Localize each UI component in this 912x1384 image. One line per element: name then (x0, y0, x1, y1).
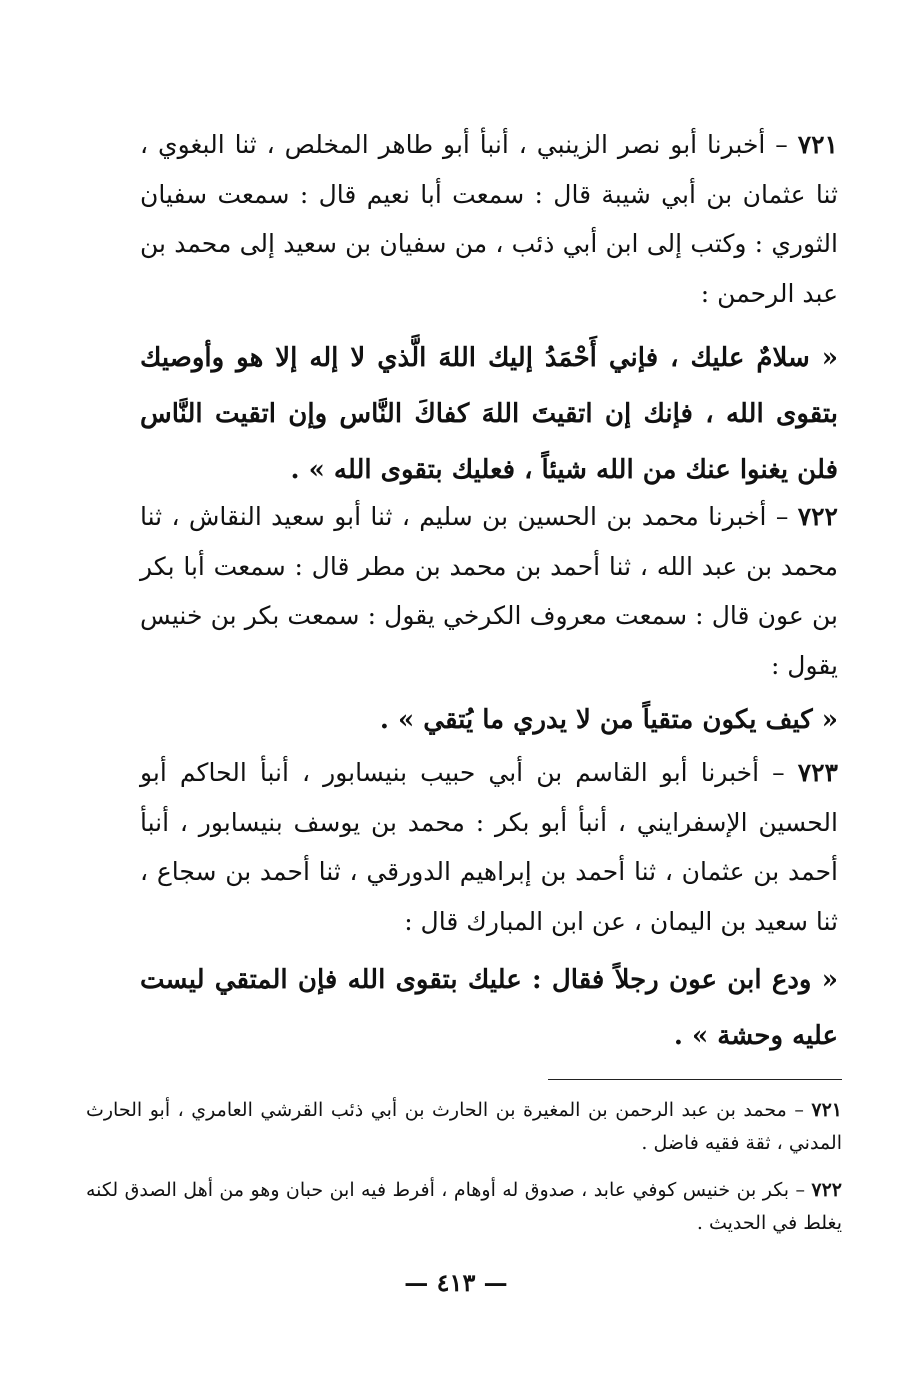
footnote-number: ٧٢٢ (811, 1179, 842, 1201)
entry-number: ٧٢١ (797, 130, 838, 159)
footnote-number: ٧٢١ (811, 1099, 842, 1121)
entry-722-quote: « كيف يكون متقياً من لا يدري ما يُتقي » . (379, 705, 838, 735)
footnote-divider (548, 1079, 842, 1080)
entry-text: – أخبرنا محمد بن الحسين بن سليم ، ثنا أبو سعيد النقاش ، ثنا محمد بن عبد الله ، ثنا أحمد بن محمد بن مطر قال : سمعت أبا بكر بن عون قال : سمعت معروف الكرخي يقول : سمعت بكر بن خنيس يقول : (140, 502, 838, 680)
entry-text: – أخبرنا أبو نصر الزينبي ، أنبأ أبو طاهر المخلص ، ثنا البغوي ، ثنا عثمان بن أبي شيبة قال : سمعت أبا نعيم قال : سمعت سفيان الثوري : وكتب إلى ابن أبي ذئب ، من سفيان بن سعيد إلى محمد بن عبد الرحمن : (140, 130, 838, 308)
footnote-text: – بكر بن خنيس كوفي عابد ، صدوق له أوهام ، أفرط فيه ابن حبان وهو من أهل الصدق لكنه يغلط في الحديث . (86, 1179, 842, 1234)
footnote-721 (86, 1094, 842, 1160)
entry-721 (140, 120, 838, 318)
entry-721-quote: « سلامٌ عليك ، فإني أَحْمَدُ إليك اللهَ الَّذي لا إله إلا هو وأوصيك بتقوى الله ، فإنك إن اتقيتَ اللهَ كفاكَ النَّاس وإن اتقيت النَّاس فلن يغنوا عنك من الله شيئاً ، فعليك بتقوى الله » . (140, 343, 838, 485)
footnote-text: – محمد بن عبد الرحمن بن المغيرة بن الحارث بن أبي ذئب القرشي العامري ، أبو الحارث المدني ، ثقة فقيه فاضل . (86, 1099, 842, 1154)
entry-722 (140, 492, 838, 690)
entry-number: ٧٢٣ (797, 758, 838, 787)
entry-text: – أخبرنا أبو القاسم بن أبي حبيب بنيسابور ، أنبأ الحاكم أبو الحسين الإسفرايني ، أنبأ أبو بكر : محمد بن يوسف بنيسابور ، أنبأ أحمد بن عثمان ، ثنا أحمد بن إبراهيم الدورقي ، ثنا أحمد بن سجاع ، ثنا سعيد بن اليمان ، عن ابن المبارك قال : (140, 758, 838, 936)
page-number: — ٤١٣ — (404, 1268, 508, 1297)
entry-number: ٧٢٢ (797, 502, 838, 531)
entry-723-quote: « ودع ابن عون رجلاً فقال : عليك بتقوى الله فإن المتقي ليست عليه وحشة » . (140, 965, 838, 1051)
footnote-722 (86, 1174, 842, 1240)
entry-723 (140, 748, 838, 946)
